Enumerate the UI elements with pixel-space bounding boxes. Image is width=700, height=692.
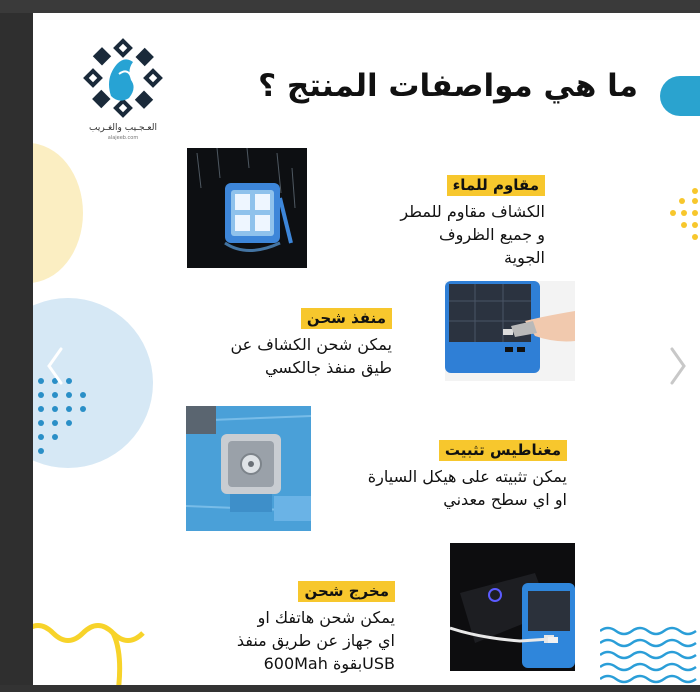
magnet-mount-photo [186,406,311,531]
desc-line: الجوية [504,248,545,267]
browser-bottom-bar [0,685,700,692]
decorative-yellow-waves [33,613,153,685]
feature-usb-output [195,581,395,675]
usb-output-photo [450,543,575,671]
charging-port-photo [445,281,575,381]
feature-waterproof [385,175,545,269]
title-accent-tab [660,76,700,116]
feature-tag: منفذ شحن [301,308,392,329]
feature-tag: مخرج شحن [298,581,395,602]
left-gutter [0,13,33,692]
feature-description [195,606,395,675]
waterproof-photo [187,148,307,268]
feature-description [385,200,545,269]
page-title: ما هي مواصفات المنتج ؟ [258,68,638,104]
brand-logo [73,38,173,153]
carousel-next-arrow-icon[interactable] [668,346,688,386]
feature-tag: مقاوم للماء [447,175,545,196]
desc-line: او اي سطح معدني [443,490,567,509]
logo-name: العـجـيب والغـريب [89,123,157,133]
feature-magnet [357,440,567,511]
feature-charging-port [202,308,392,379]
desc-line: طيق منفذ جالكسي [264,358,392,377]
browser-top-bar [0,0,700,13]
logo-emblem-icon [73,38,173,120]
decorative-blue-waves [600,623,700,685]
desc-line: اي جهاز عن طريق منفذ [236,631,395,650]
product-spec-image [33,13,700,685]
decorative-blue-dots [33,373,103,463]
desc-line: USBبقوة 600Mah [263,654,395,673]
feature-description [357,465,567,511]
desc-line: الكشاف مقاوم للمطر [400,202,545,221]
logo-url: alajeeb.com [107,135,139,141]
feature-tag: مغناطيس تثبيت [439,440,567,461]
carousel-prev-arrow-icon[interactable] [45,346,65,386]
feature-description [202,333,392,379]
desc-line: يمكن شحن الكشاف عن [230,335,392,354]
desc-line: يمكن تثبيته على هيكل السيارة [367,467,567,486]
desc-line: يمكن شحن هاتفك او [257,608,395,627]
desc-line: و جميع الظروف [439,225,545,244]
decorative-yellow-circle [33,143,83,283]
decorative-yellow-dots [670,183,700,243]
